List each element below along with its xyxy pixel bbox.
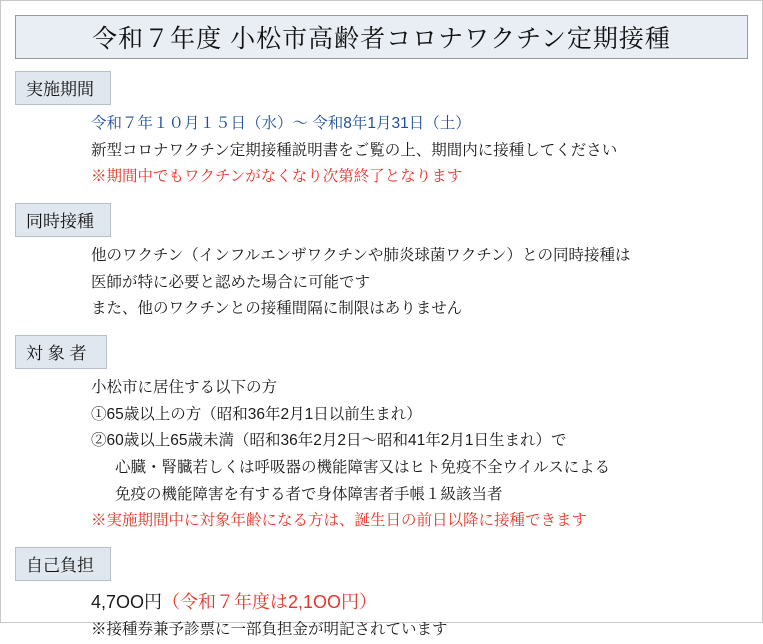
section-line: 新型コロナワクチン定期接種説明書をご覧の上、期間内に接種してください [91, 141, 618, 159]
fee-discount-note: （令和７年度は2,1OO円） [162, 591, 378, 612]
section-line: 医師が特に必要と認めた場合に可能です [91, 273, 371, 291]
section-header-jisshi-kikan: 実施期間 [15, 71, 111, 105]
page-title: 令和７年度 小松市高齢者コロナワクチン定期接種 [92, 25, 671, 53]
section-header-doji-sesshu: 同時接種 [15, 203, 111, 237]
section-body-doji-sesshu [91, 243, 762, 323]
fee-amount: 4,7OO円 [91, 591, 163, 612]
section-jisshi-kikan [1, 71, 762, 191]
document-title-bar [15, 15, 748, 59]
section-doji-sesshu [1, 203, 762, 323]
section-header-jiko-futan: 自己負担 [15, 547, 111, 581]
section-line: 免疫の機能障害を有する者で身体障害者手帳１級該当者 [115, 485, 503, 503]
section-body-jisshi-kikan [91, 111, 762, 191]
section-body-taishosha [91, 375, 762, 535]
section-line: ①65歳以上の方（昭和36年2月1日以前生まれ） [91, 405, 422, 423]
section-jiko-futan [1, 547, 762, 644]
fee-note: ※接種券兼予診票に一部負担金が明記されています [91, 621, 448, 639]
section-line: 心臓・腎臓若しくは呼吸器の機能障害又はヒト免疫不全ウイルスによる [115, 458, 611, 476]
section-line: 他のワクチン（インフルエンザワクチンや肺炎球菌ワクチン）との同時接種は [91, 246, 631, 264]
section-body-jiko-futan [91, 587, 762, 644]
section-line: 令和７年１０月１５日（水）～ 令和8年1月31日（土） [91, 115, 471, 132]
section-line: ※期間中でもワクチンがなくなり次第終了となります [91, 168, 463, 186]
section-line: また、他のワクチンとの接種間隔に制限はありません [91, 300, 463, 318]
section-line: ②60歳以上65歳未満（昭和36年2月2日～昭和41年2月1日生まれ）で [91, 432, 567, 450]
section-line: 小松市に居住する以下の方 [91, 378, 278, 396]
section-header-taishosha: 対 象 者 [15, 335, 107, 369]
fee-line [91, 587, 762, 618]
section-line: ※実施期間中に対象年齢になる方は、誕生日の前日以降に接種できます [91, 512, 588, 530]
section-taishosha [1, 335, 762, 535]
